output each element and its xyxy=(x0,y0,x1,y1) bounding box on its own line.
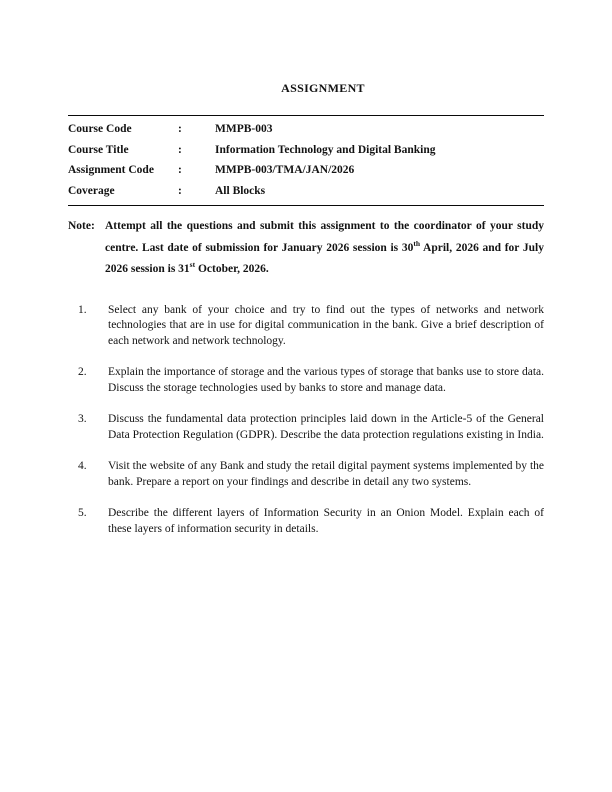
note-part-3: October, 2026. xyxy=(195,263,269,275)
question-number: 4. xyxy=(78,460,87,472)
question-item-5 xyxy=(68,506,544,537)
document-content xyxy=(68,0,544,553)
row-value: All Blocks xyxy=(215,184,266,197)
row-separator: : xyxy=(178,123,182,135)
row-label: Course Code xyxy=(68,123,132,135)
question-number: 2. xyxy=(78,366,87,378)
question-item-1 xyxy=(68,303,544,350)
question-list xyxy=(68,303,544,538)
question-text: Visit the website of any Bank and study the retail digital payment systems implemented by the bank. Prepare a report on your findings and describe in detail any two systems. xyxy=(108,460,544,488)
table-row-assignment-code xyxy=(68,160,544,181)
question-text: Select any bank of your choice and try to find out the types of networks and network technologies that are in use for digital communication in the bank. Give a brief description of each network and network technology. xyxy=(108,303,544,347)
row-value: MMPB-003 xyxy=(215,123,273,135)
question-number: 1. xyxy=(78,303,87,316)
row-value: MMPB-003/TMA/JAN/2026 xyxy=(215,164,355,176)
row-separator: : xyxy=(178,184,182,197)
note-label: Note: xyxy=(68,220,95,232)
row-separator: : xyxy=(178,164,182,176)
question-item-3 xyxy=(68,412,544,443)
question-number: 5. xyxy=(78,507,87,519)
note-part-1: Attempt all the questions and submit this assignment to the coordinator of your study centre. Last date of submission for January 2026 session is 30 xyxy=(105,220,544,254)
table-row-course-code xyxy=(68,119,544,140)
row-separator: : xyxy=(178,143,182,156)
question-number: 3. xyxy=(78,413,87,425)
course-info-table xyxy=(68,115,544,206)
question-text: Discuss the fundamental data protection principles laid down in the Article-5 of the General Data Protection Regulation (GDPR). Describe the data protection regulations existing in India. xyxy=(108,413,544,441)
submission-note xyxy=(68,216,544,281)
row-label: Coverage xyxy=(68,184,115,197)
row-value: Information Technology and Digital Banking xyxy=(215,143,436,156)
note-text xyxy=(105,216,544,281)
table-row-coverage xyxy=(68,181,544,202)
note-superscript-st: st xyxy=(189,260,196,270)
row-label: Assignment Code xyxy=(68,164,154,176)
question-item-2 xyxy=(68,365,544,396)
question-text: Explain the importance of storage and the various types of storage that banks use to store data. Discuss the storage technologies used by banks to store and manage data. xyxy=(108,366,544,394)
question-item-4 xyxy=(68,459,544,490)
table-row-course-title xyxy=(68,140,544,161)
note-part-2: April, 2026 and for July 2026 session is 31 xyxy=(105,241,544,275)
row-label: Course Title xyxy=(68,143,129,156)
document-title: ASSIGNMENT xyxy=(281,81,365,95)
question-text: Describe the different layers of Information Security in an Onion Model. Explain each of these layers of information security in details. xyxy=(108,507,544,535)
note-superscript-th: th xyxy=(413,238,420,248)
